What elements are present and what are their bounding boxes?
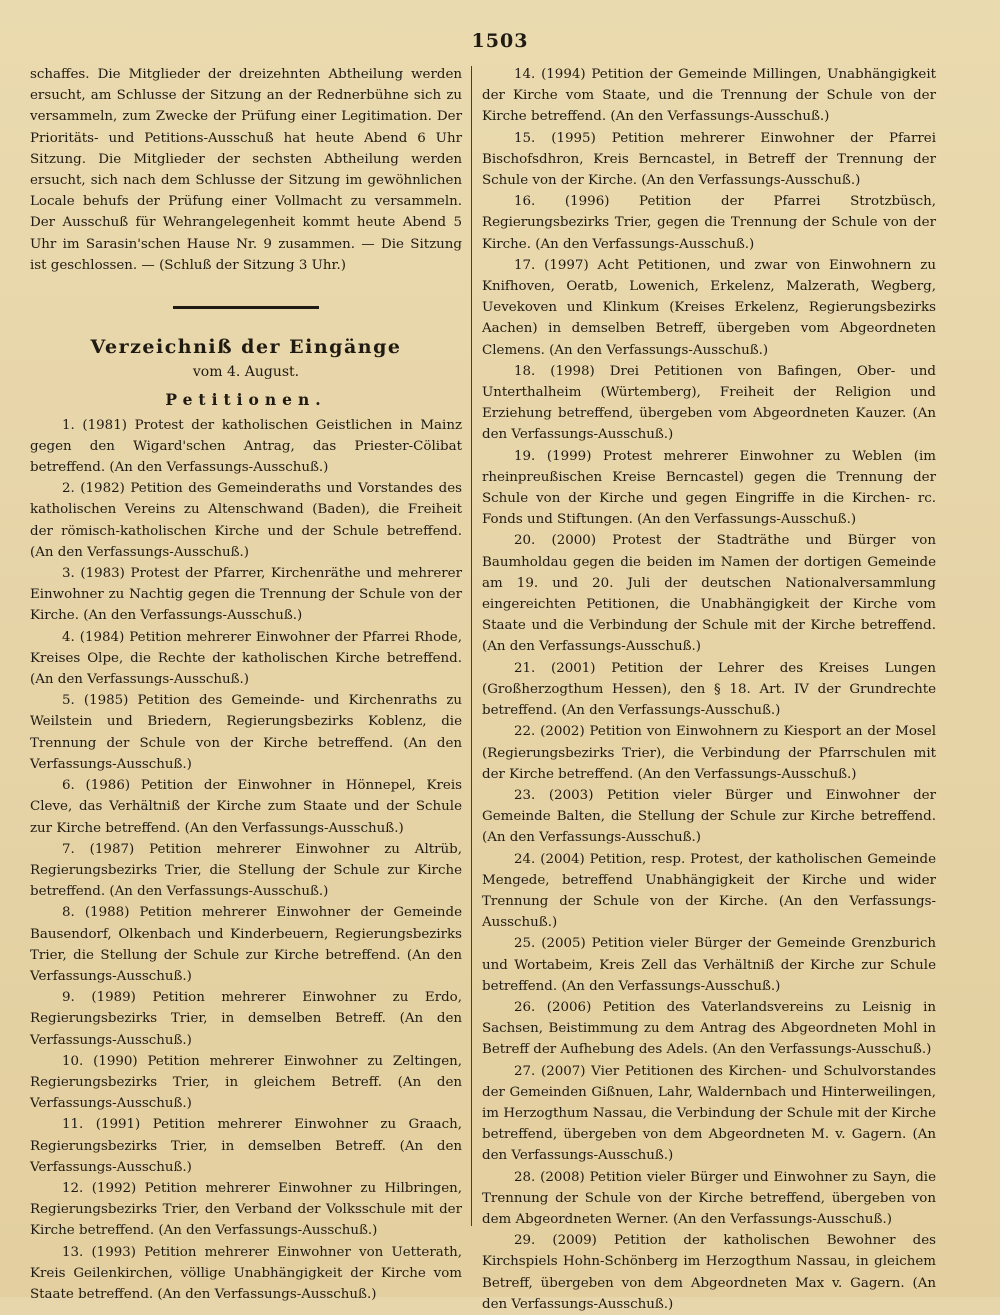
left-column	[30, 64, 462, 1305]
right-petition-list	[482, 64, 936, 1315]
petition-entry: 29. (2009) Petition der katholischen Bewohner des Kirchspiels Hohn-Schönberg im Herzogthum Nassau, in gleichem Betreff, übergeben von dem Abgeordneten Max v. Gagern. (An den Verfassungs-Ausschuß.)	[482, 1233, 936, 1312]
petition-entry: 20. (2000) Protest der Stadträthe und Bürger von Baumholdau gegen die beiden im Namen der dortigen Gemeinde am 19. und 20. Juli der deutschen Nationalversammlung eingereichten Petitionen, die Unabhängigkeit der Kirche vom Staate und die Verbindung der Schule mit der Kirche betreffend. (An den Verfassungs-Ausschuß.)	[482, 533, 936, 655]
petition-entry: 17. (1997) Acht Petitionen, und zwar von Einwohnern zu Knifhoven, Oeratb, Lowenich, Erkelenz, Malzerath, Wegberg, Uevekoven und Klinkum (Kreises Erkelenz, Regierungsbezirks Aachen) in demselben Betreff, übergeben vom Abgeordneten Clemens. (An den Verfassungs-Ausschuß.)	[482, 257, 936, 358]
petition-entry: 27. (2007) Vier Petitionen des Kirchen- und Schulvorstandes der Gemeinden Gißnuen, Lahr, Waldernbach und Hinterweilingen, im Herzogthum Nassau, die Verbindung der Schule mit der Kirche betreffend, übergeben von dem Abgeordneten M. v. Gagern. (An den Verfassungs-Ausschuß.)	[482, 1063, 936, 1164]
petition-entry: 26. (2006) Petition des Vaterlandsvereins zu Leisnig in Sachsen, Beistimmung zu dem Antrag des Abgeordneten Mohl in Betreff der Aufhebung des Adels. (An den Verfassungs-Ausschuß.)	[482, 999, 936, 1058]
right-column	[482, 64, 936, 1315]
petition-entry: 18. (1998) Drei Petitionen von Bafingen, Ober- und Unterthalheim (Würtemberg), Freiheit der Religion und Erziehung betreffend, übergeben vom Abgeordneten Kauzer. (An den Verfassungs-Ausschuß.)	[482, 363, 936, 443]
petition-entry: 21. (2001) Petition der Lehrer des Kreises Lungen (Großherzogthum Hessen), den § 18. Art. IV der Grundrechte betreffend. (An den Verfassungs-Ausschuß.)	[482, 660, 936, 719]
petition-entry: 15. (1995) Petition mehrerer Einwohner der Pfarrei Bischofsdhron, Kreis Berncastel, in Betreff der Trennung der Schule von der Kirche. (An den Verfassungs-Ausschuß.)	[482, 130, 936, 189]
petition-entry: 22. (2002) Petition von Einwohnern zu Kiesport an der Mosel (Regierungsbezirks Trier), die Verbindung der Pfarrschulen mit der Kirche betreffend. (An den Verfassungs-Ausschuß.)	[482, 724, 936, 782]
petitions-title: Petitionen.	[165, 390, 327, 410]
petition-entry: 13. (1993) Petition mehrerer Einwohner von Uetterath, Kreis Geilenkirchen, völlige Unabhängigkeit der Kirche vom Staate betreffend. (An den Verfassungs-Ausschuß.)	[30, 1244, 462, 1302]
petition-entry: 6. (1986) Petition der Einwohner in Hönnepel, Kreis Cleve, das Verhältniß der Kirche zum Staate und der Schule zur Kirche betreffend. (An den Verfassungs-Ausschuß.)	[30, 778, 462, 836]
page-number: 1503	[471, 30, 529, 52]
petition-entry: 5. (1985) Petition des Gemeinde- und Kirchenraths zu Weilstein und Briedern, Regierungsbezirks Koblenz, die Trennung der Schule von der Kirche betreffend. (An den Verfassungs-Ausschuß.)	[30, 693, 462, 772]
register-heading: Verzeichniß der Eingänge	[90, 336, 402, 359]
petition-entry: 1. (1981) Protest der katholischen Geistlichen in Mainz gegen den Wigard'schen Antrag, das Priester-Cölibat betreffend. (An den Verfassungs-Ausschuß.)	[30, 417, 462, 476]
petition-entry: 8. (1988) Petition mehrerer Einwohner der Gemeinde Bausendorf, Olkenbach und Kinderbeuern, Regierungsbezirks Trier, die Stellung der Schule zur Kirche betreffend. (An den Verfassungs-Ausschuß.)	[30, 905, 462, 984]
section-rule	[173, 306, 319, 309]
petition-entry: 28. (2008) Petition vieler Bürger und Einwohner zu Sayn, die Trennung der Schule von der Kirche betreffend, übergeben von dem Abgeordneten Werner. (An den Verfassungs-Ausschuß.)	[482, 1169, 936, 1227]
register-date: vom 4. August.	[192, 364, 300, 381]
left-petition-list	[30, 415, 462, 1306]
petition-entry: 12. (1992) Petition mehrerer Einwohner zu Hilbringen, Regierungsbezirks Trier, den Verband der Volksschule mit der Kirche betreffend. (An den Verfassungs-Ausschuß.)	[30, 1180, 462, 1239]
petition-entry: 10. (1990) Petition mehrerer Einwohner zu Zeltingen, Regierungsbezirks Trier, in gleichem Betreff. (An den Verfassungs-Ausschuß.)	[30, 1053, 462, 1112]
petition-entry: 19. (1999) Protest mehrerer Einwohner zu Weblen (im rheinpreußischen Kreise Berncastel) gegen die Trennung der Schule von der Kirche und gegen Eingriffe in die Kirchen- rc. Fonds und Stiftungen. (An den Verfassungs-Ausschuß.)	[482, 448, 936, 528]
session-closing-text: schaffes. Die Mitglieder der dreizehnten Abtheilung werden ersucht, am Schlusse der Sitzung an der Rednerbühne sich zu versammeln, zum Zwecke der Prüfung einer Legitimation. Der Prioritäts- und Petitions-Ausschuß hat heute Abend 6 Uhr Sitzung. Die Mitglieder der sechsten Abtheilung werden ersucht, sich nach dem Schlusse der Sitzung im gewöhnlichen Locale behufs der Prüfung einer Vollmacht zu versammeln. Der Ausschuß für Wehrangelegenheit kommt heute Abend 5 Uhr im Sarasin'schen Hause Nr. 9 zusammen. — Die Sitzung ist geschlossen. — (Schluß der Sitzung 3 Uhr.)	[30, 67, 462, 273]
petition-entry: 24. (2004) Petition, resp. Protest, der katholischen Gemeinde Mengede, betreffend Unabhängigkeit der Kirche und wider Trennung der Schule von der Kirche. (An den Verfassungs-Ausschuß.)	[482, 851, 936, 931]
petition-entry: 14. (1994) Petition der Gemeinde Millingen, Unabhängigkeit der Kirche vom Staate, und die Trennung der Schule von der Kirche betreffend. (An den Verfassungs-Ausschuß.)	[482, 67, 936, 125]
petition-entry: 23. (2003) Petition vieler Bürger und Einwohner der Gemeinde Balten, die Stellung der Schule zur Kirche betreffend. (An den Verfassungs-Ausschuß.)	[482, 787, 936, 846]
petition-entry: 3. (1983) Protest der Pfarrer, Kirchenräthe und mehrerer Einwohner zu Nachtig gegen die Trennung der Schule von der Kirche. (An den Verfassungs-Ausschuß.)	[30, 566, 462, 624]
petition-entry: 11. (1991) Petition mehrerer Einwohner zu Graach, Regierungsbezirks Trier, in demselben Betreff. (An den Verfassungs-Ausschuß.)	[30, 1117, 462, 1175]
petition-entry: 9. (1989) Petition mehrerer Einwohner zu Erdo, Regierungsbezirks Trier, in demselben Betreff. (An den Verfassungs-Ausschuß.)	[30, 990, 462, 1048]
petition-entry: 2. (1982) Petition des Gemeinderaths und Vorstandes des katholischen Vereins zu Altenschwand (Baden), die Freiheit der römisch-katholischen Kirche und der Schule betreffend. (An den Verfassungs-Ausschuß.)	[30, 481, 462, 560]
petition-entry: 16. (1996) Petition der Pfarrei Strotzbüsch, Regierungsbezirks Trier, gegen die Trennung der Schule von der Kirche. (An den Verfassungs-Ausschuß.)	[482, 194, 936, 252]
petition-entry: 25. (2005) Petition vieler Bürger der Gemeinde Grenzburich und Wortabeim, Kreis Zell das Verhältniß der Kirche zur Schule betreffend. (An den Verfassungs-Ausschuß.)	[482, 936, 936, 994]
petition-entry: 7. (1987) Petition mehrerer Einwohner zu Altrüb, Regierungsbezirks Trier, die Stellung der Schule zur Kirche betreffend. (An den Verfassungs-Ausschuß.)	[30, 841, 462, 900]
petition-entry: 4. (1984) Petition mehrerer Einwohner der Pfarrei Rhode, Kreises Olpe, die Rechte der katholischen Kirche betreffend. (An den Verfassungs-Ausschuß.)	[30, 629, 462, 688]
column-divider	[471, 66, 472, 1226]
